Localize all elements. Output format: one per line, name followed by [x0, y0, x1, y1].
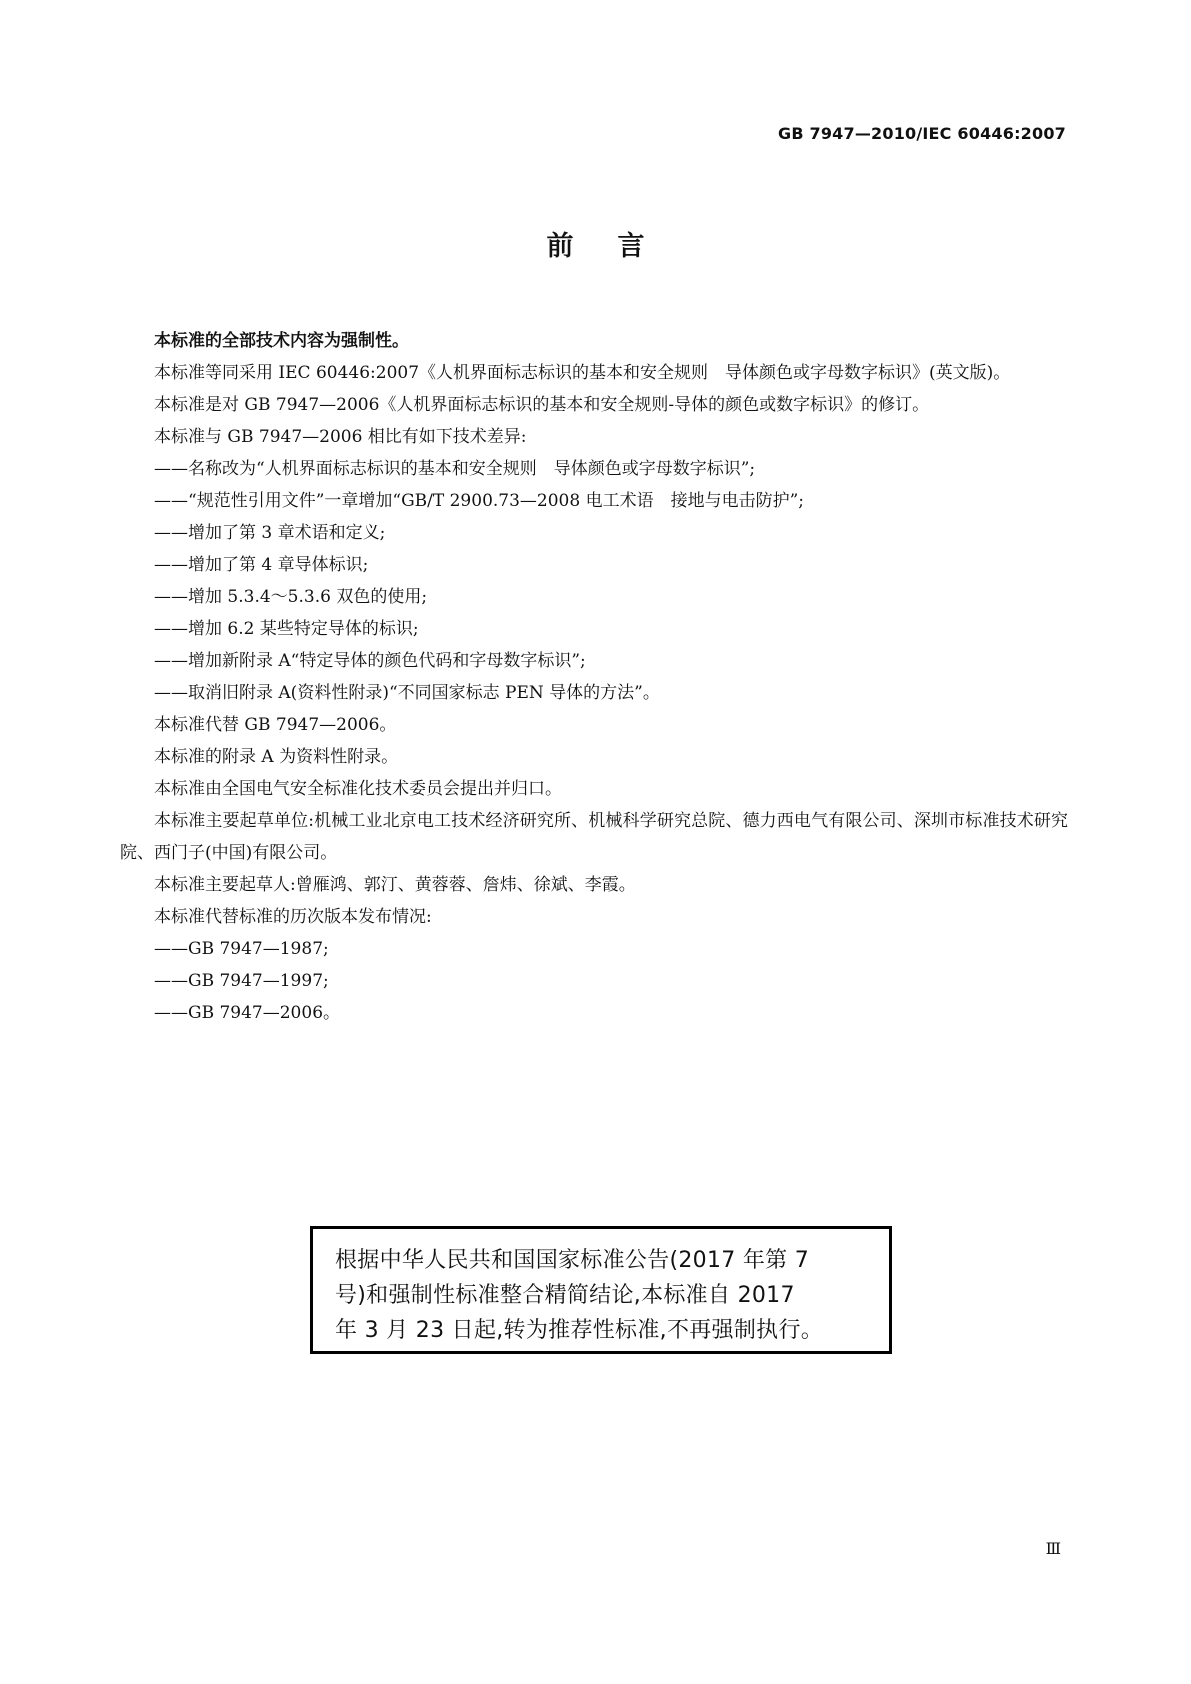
foreword-body	[120, 325, 1068, 1029]
drafting-units-paragraph: 本标准主要起草单位:机械工业北京电工技术经济研究所、机械科学研究总院、德力西电气有限公司、深圳市标准技术研究院、西门子(中国)有限公司。	[120, 811, 1068, 863]
difference-item: ——增加了第 3 章术语和定义;	[154, 523, 386, 543]
history-item: ——GB 7947—1987;	[154, 939, 329, 959]
mandatory-statement: 本标准的全部技术内容为强制性。	[154, 331, 409, 351]
notice-line: 根据中华人民共和国国家标准公告(2017 年第 7	[335, 1248, 810, 1273]
difference-item: ——增加了第 4 章导体标识;	[154, 555, 369, 575]
history-item: ——GB 7947—2006。	[154, 1003, 341, 1023]
differences-intro: 本标准与 GB 7947—2006 相比有如下技术差异:	[154, 427, 527, 447]
annex-paragraph: 本标准的附录 A 为资料性附录。	[154, 747, 399, 767]
difference-item: ——增加新附录 A“特定导体的颜色代码和字母数字标识”;	[154, 651, 586, 671]
page-number: Ⅲ	[1045, 1539, 1061, 1558]
difference-item: ——“规范性引用文件”一章增加“GB/T 2900.73—2008 电工术语 接地与电击防护”;	[154, 491, 804, 511]
adoption-paragraph: 本标准等同采用 IEC 60446:2007《人机界面标志标识的基本和安全规则 导体颜色或字母数字标识》(英文版)。	[154, 363, 1011, 383]
notice-line: 号)和强制性标准整合精简结论,本标准自 2017	[335, 1283, 795, 1308]
history-intro: 本标准代替标准的历次版本发布情况:	[154, 907, 432, 927]
difference-item: ——增加 6.2 某些特定导体的标识;	[154, 619, 419, 639]
drafters-paragraph: 本标准主要起草人:曾雁鸿、郭汀、黄蓉蓉、詹炜、徐斌、李霞。	[154, 875, 636, 895]
replacement-paragraph: 本标准代替 GB 7947—2006。	[154, 715, 397, 735]
history-item: ——GB 7947—1997;	[154, 971, 329, 991]
difference-item: ——增加 5.3.4～5.3.6 双色的使用;	[154, 587, 428, 607]
committee-paragraph: 本标准由全国电气安全标准化技术委员会提出并归口。	[154, 779, 562, 799]
difference-item: ——取消旧附录 A(资料性附录)“不同国家标志 PEN 导体的方法”。	[154, 683, 660, 703]
status-notice-box	[310, 1226, 892, 1354]
page-title: 前言	[546, 231, 689, 262]
standard-code-header: GB 7947—2010/IEC 60446:2007	[778, 124, 1066, 143]
revision-paragraph: 本标准是对 GB 7947—2006《人机界面标志标识的基本和安全规则-导体的颜色或数字标识》的修订。	[154, 395, 930, 415]
notice-line: 年 3 月 23 日起,转为推荐性标准,不再强制执行。	[335, 1318, 824, 1343]
difference-item: ——名称改为“人机界面标志标识的基本和安全规则 导体颜色或字母数字标识”;	[154, 459, 756, 479]
